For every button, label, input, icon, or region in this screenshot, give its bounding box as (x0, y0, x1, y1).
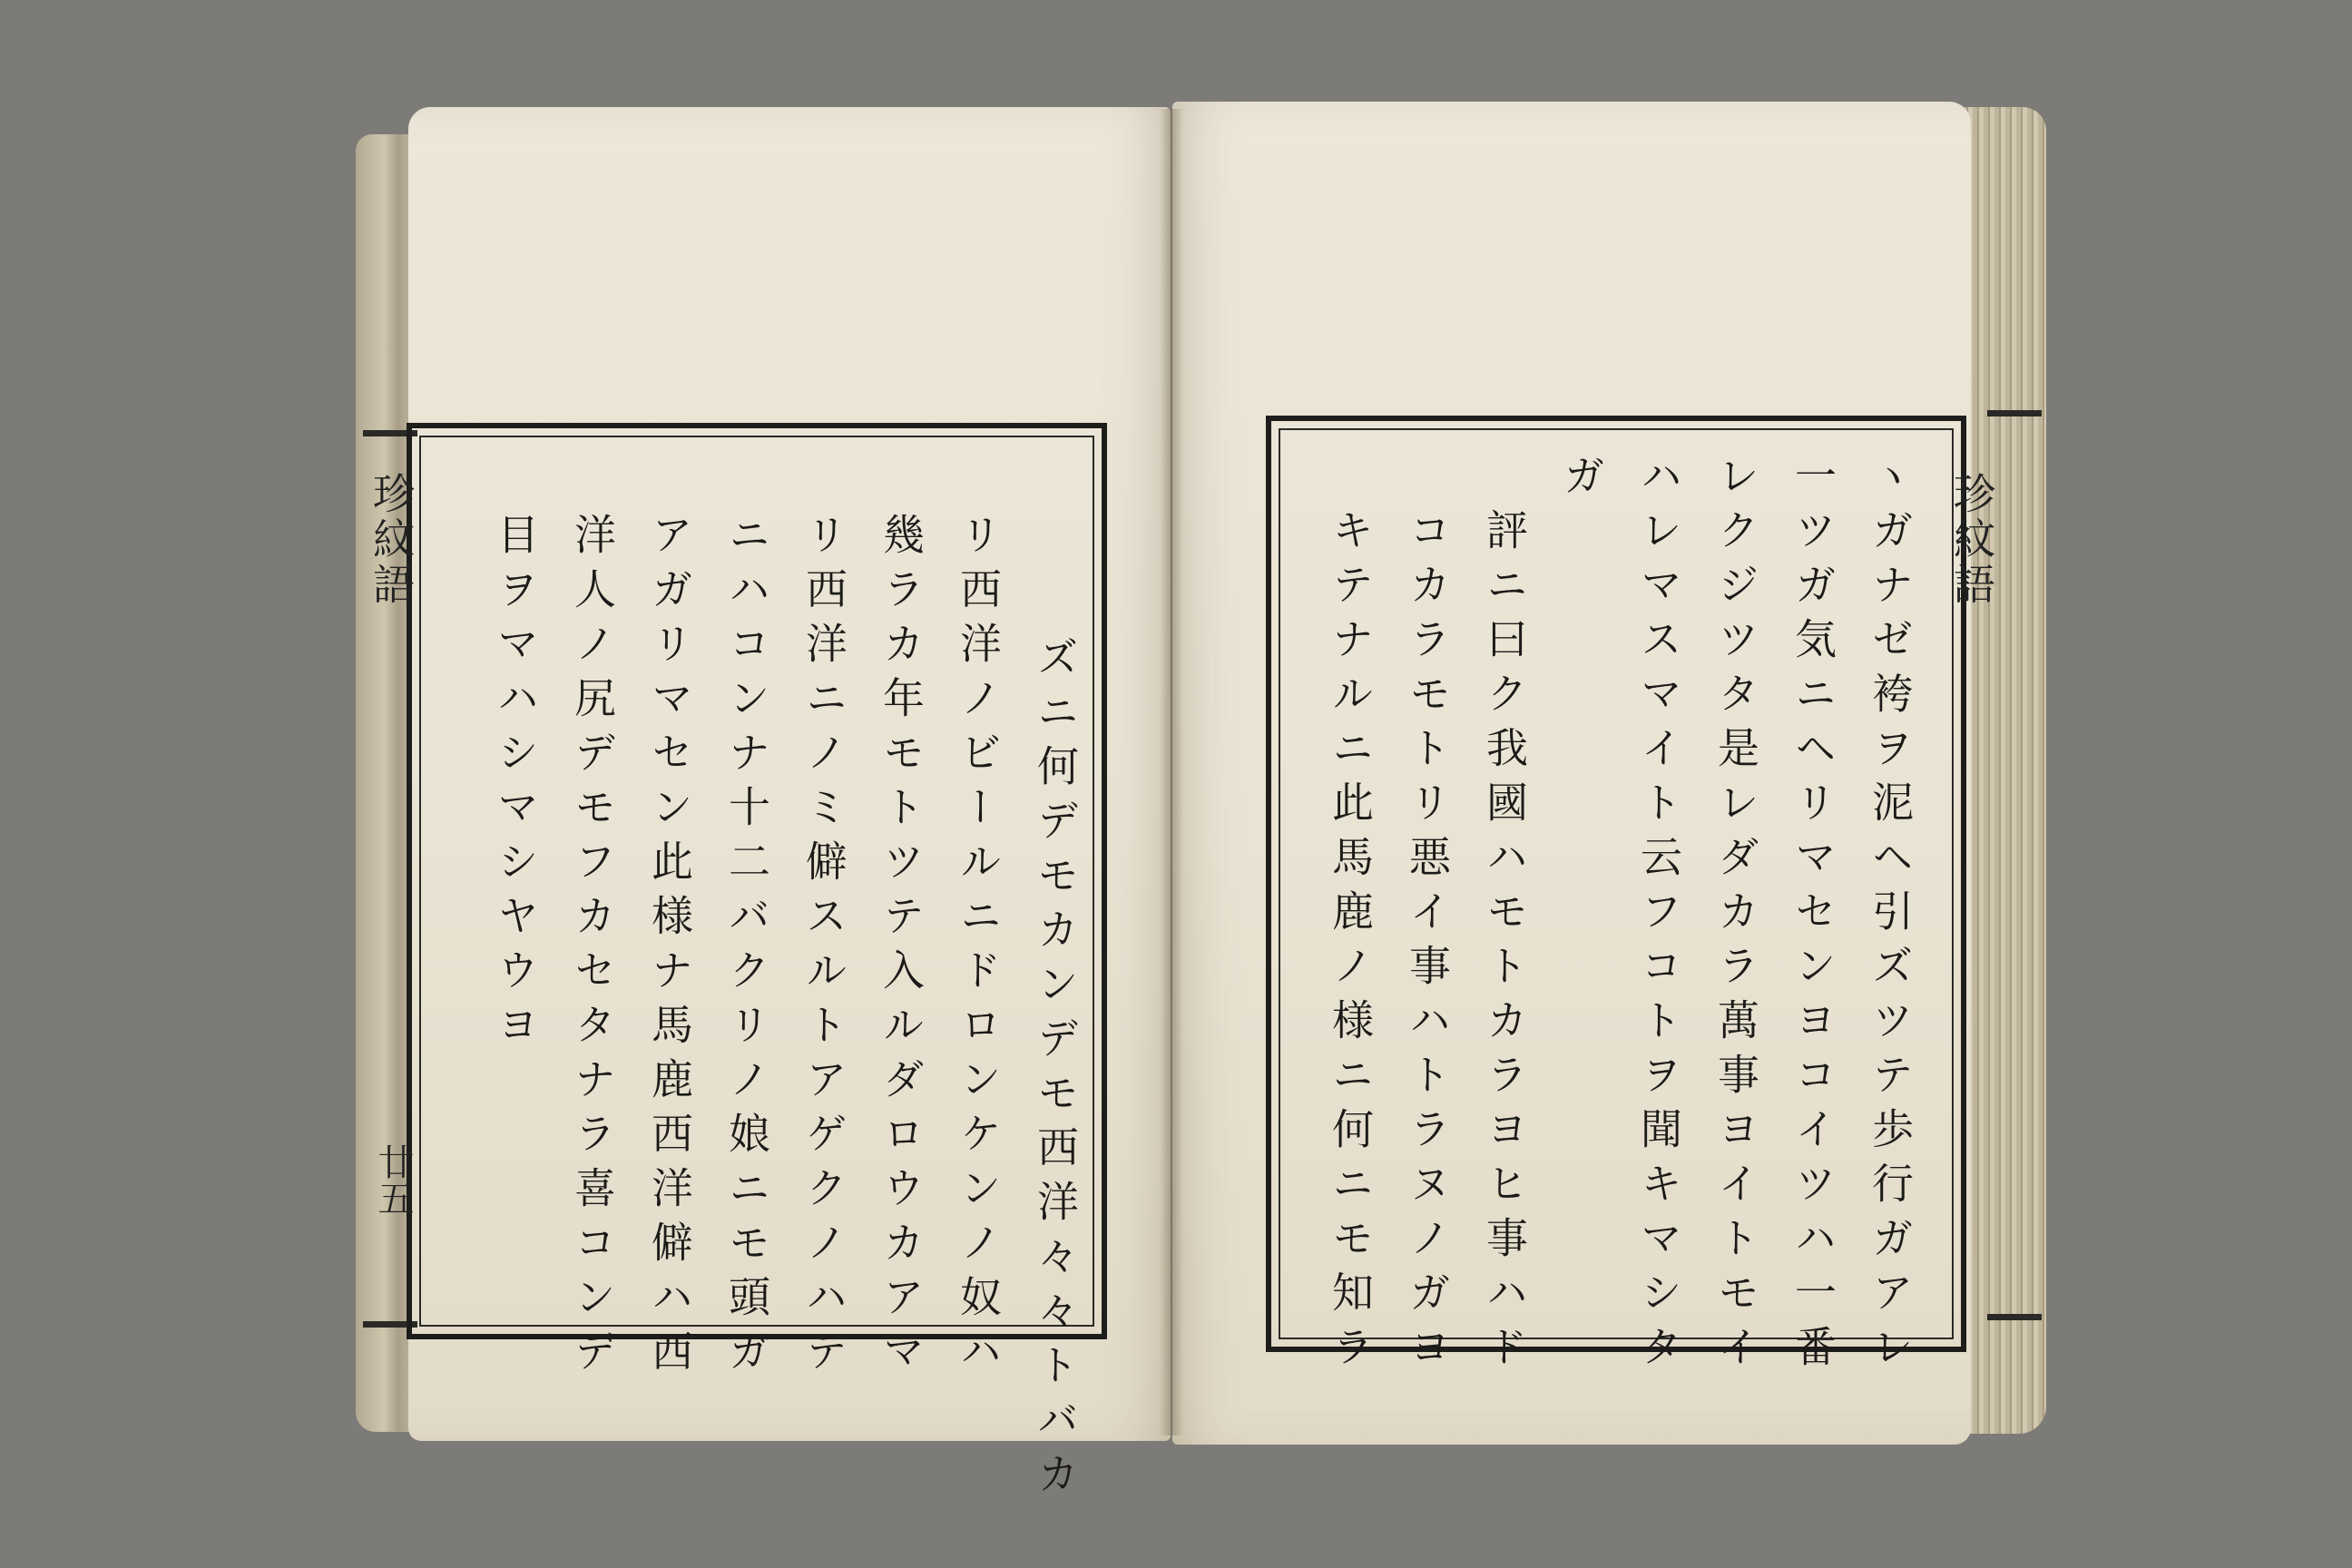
right-page-header: 珍紋語 (1947, 472, 1996, 608)
left-column-4: リ西洋ニノミ僻スルトアゲクノハテ (799, 513, 848, 1384)
right-column-6: 評ニ曰ク我國ハモトカラヨヒ事ハド (1480, 508, 1529, 1379)
left-column-7: 洋人ノ尻デモフカセタナラ喜コンデ (568, 513, 617, 1384)
right-column-2: 一ツガ気ニヘリマセンヨコイツハ一番 (1788, 454, 1838, 1379)
left-column-3: 幾ラカ年モトツテ入ルダロウカアマ (877, 513, 926, 1384)
left-page-header: 珍紋語 (367, 472, 416, 608)
right-column-4: ハレマスマイト云フコトヲ聞キマシタ (1634, 454, 1683, 1379)
left-column-2: リ西洋ノビールニドロンケンノ奴ハ (954, 513, 1003, 1384)
right-edge-band-top (1987, 410, 2042, 416)
left-column-1: ズニ何デモカンデモ西洋々々トバカ (1031, 635, 1080, 1506)
right-column-7: コカラモトリ悪イ事ハトラヌノガヨ (1403, 508, 1452, 1379)
right-column-5: ガ (1557, 454, 1606, 508)
left-column-5: ニハコンナ十二バクリノ娘ニモ頭ガ (722, 513, 771, 1384)
right-edge-band-bottom (1987, 1314, 2042, 1320)
left-column-6: アガリマセン此様ナ馬鹿西洋僻ハ西 (645, 513, 694, 1384)
book-gutter (1160, 109, 1183, 1436)
right-column-1: ヽガナゼ袴ヲ泥ヘ引ズツテ歩行ガアレ (1866, 454, 1915, 1379)
right-column-8: キテナルニ此馬鹿ノ様ニ何ニモ知ラ (1326, 508, 1375, 1379)
left-page-number: 廿五 (372, 1143, 414, 1216)
left-column-8: 目ヲマハシマシヤウヨ (491, 513, 540, 1057)
right-column-3: レクジツタ是レダカラ萬事ヨイトモイ (1711, 454, 1760, 1379)
